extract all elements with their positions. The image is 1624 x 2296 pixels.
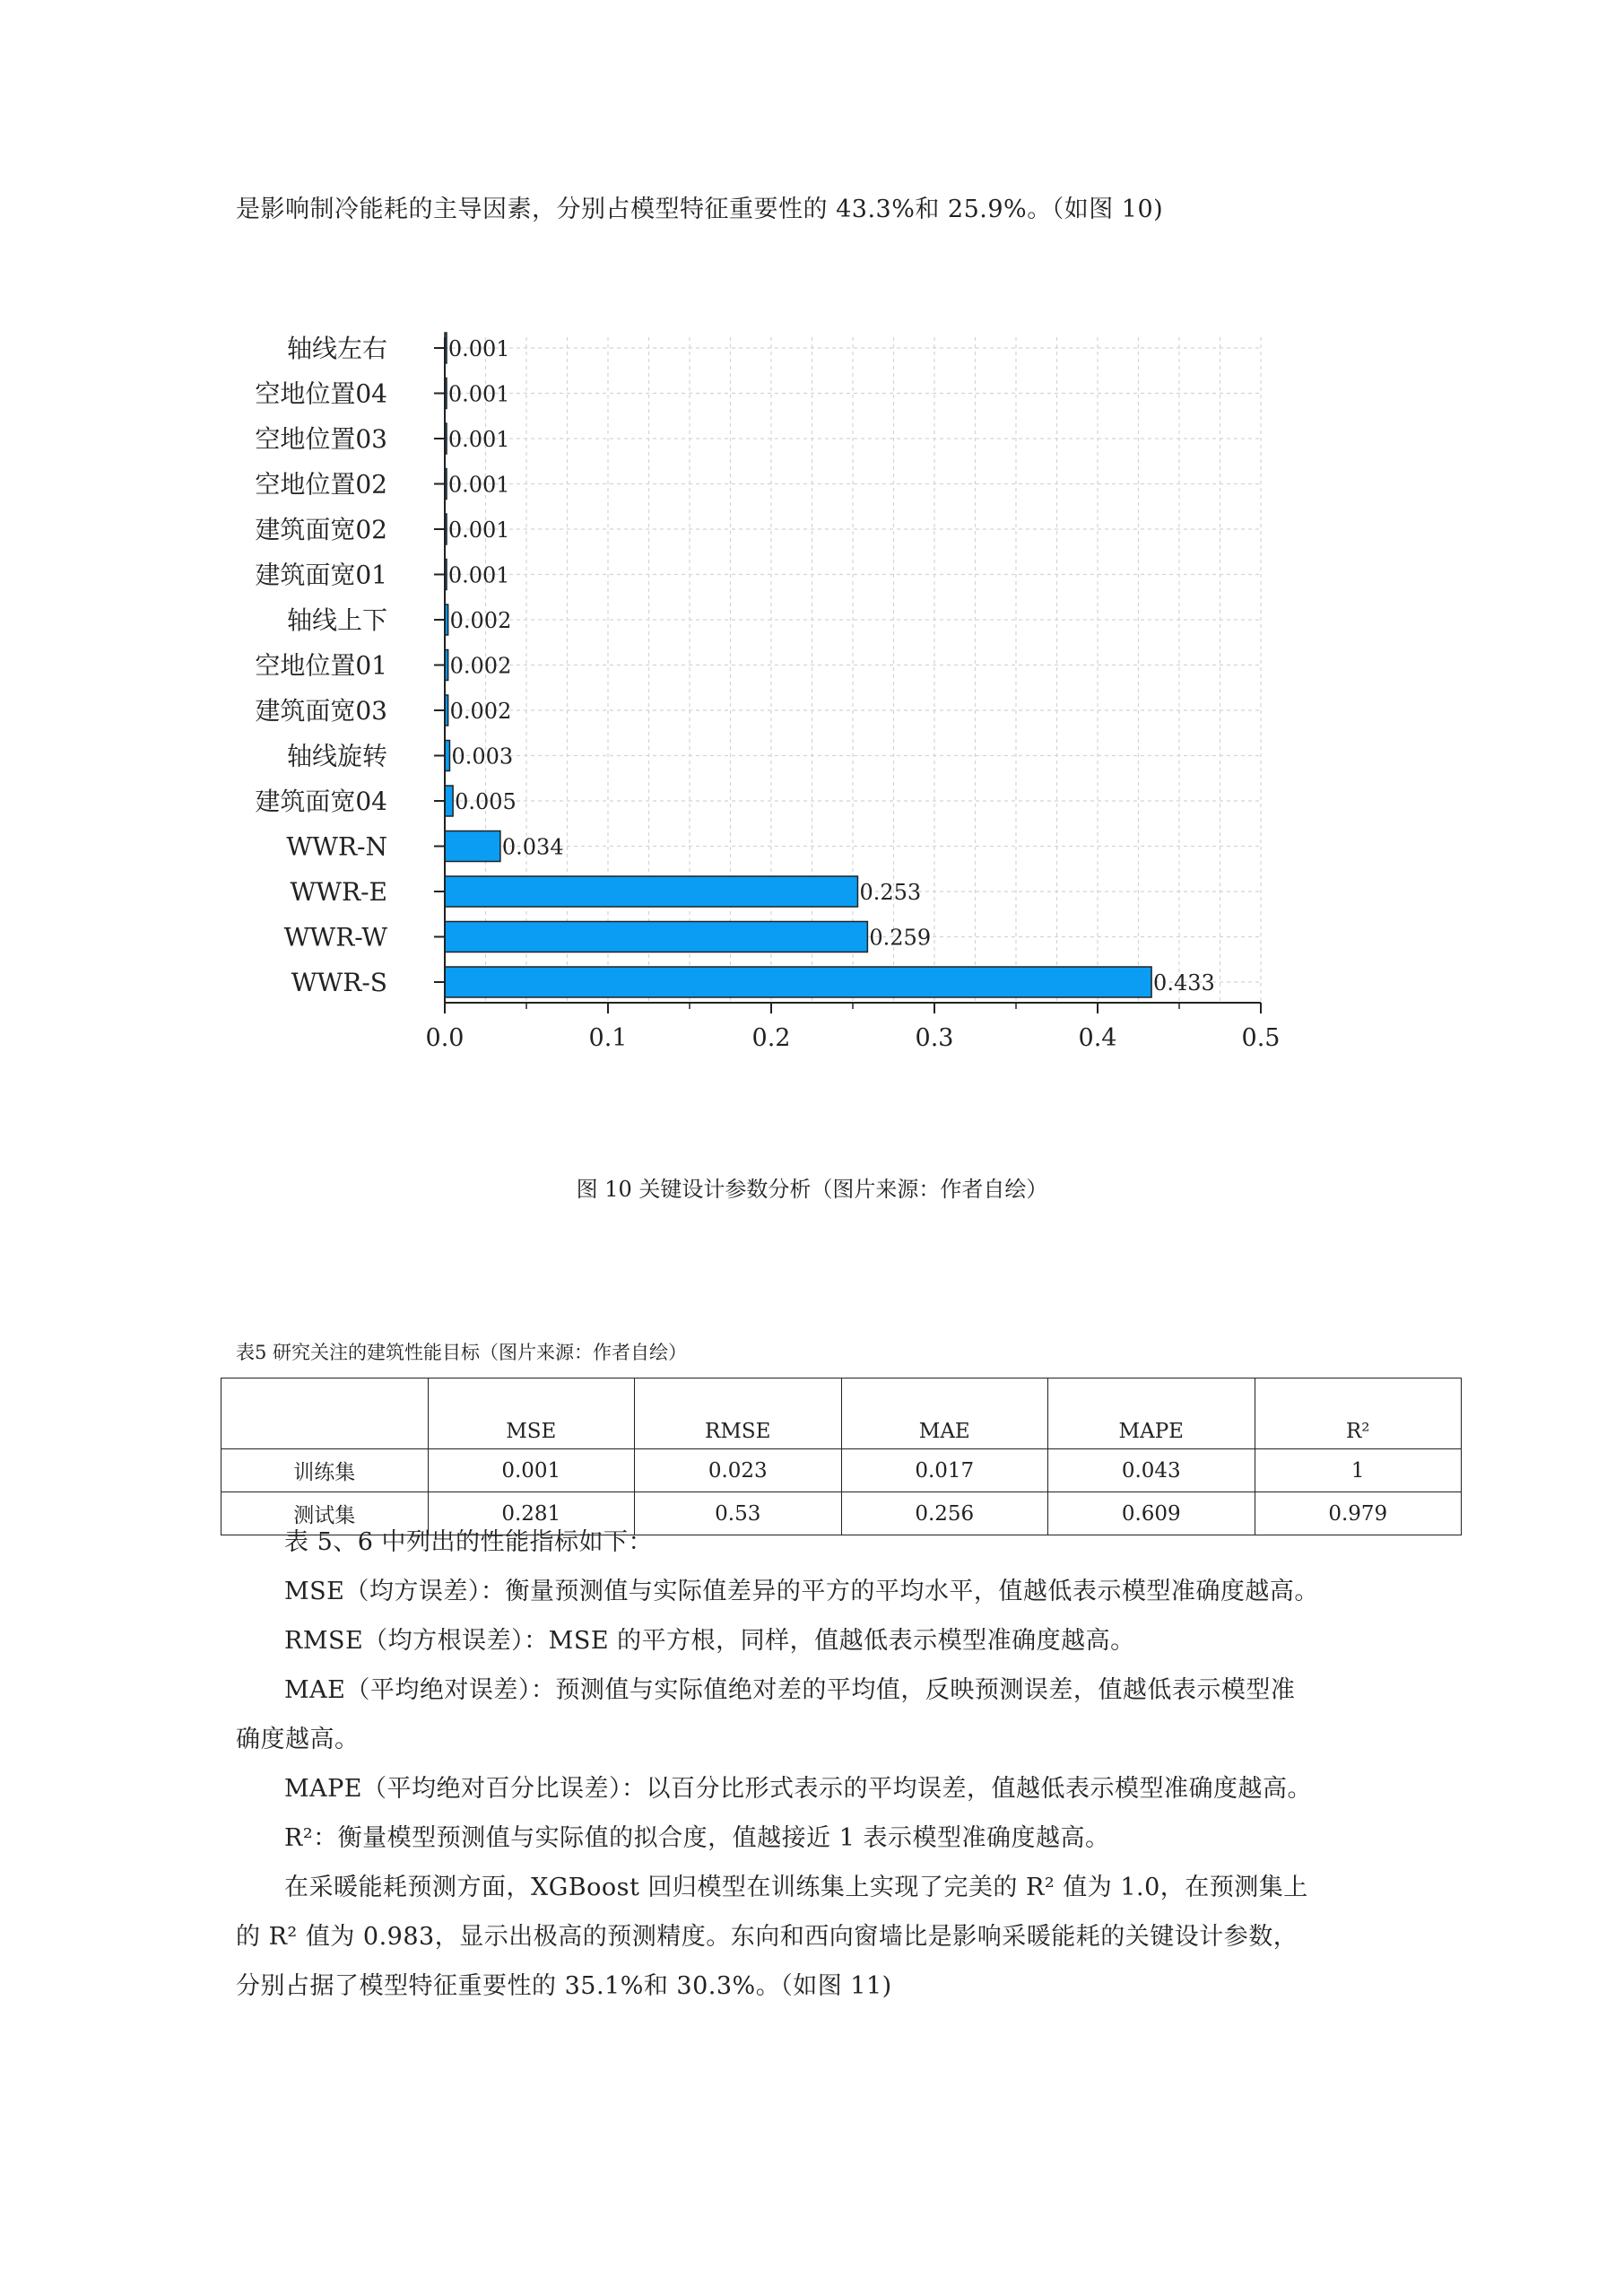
metrics-table bbox=[221, 1378, 1462, 1535]
paragraph-line: R²：衡量模型预测值与实际值的拟合度，值越接近 1 表示模型准确度越高。 bbox=[284, 1824, 1110, 1852]
header-cell bbox=[221, 1378, 429, 1449]
table-cell: 0.023 bbox=[635, 1449, 842, 1492]
y-tick-label: WWR-S bbox=[291, 968, 387, 997]
y-tick-label: 空地位置01 bbox=[255, 650, 387, 681]
data-label: 0.259 bbox=[869, 925, 932, 951]
data-label: 0.001 bbox=[447, 336, 510, 361]
table-cell: 0.281 bbox=[428, 1492, 635, 1535]
paragraph-line: RMSE（均方根误差）：MSE 的平方根，同样，值越低表示模型准确度越高。 bbox=[284, 1627, 1135, 1655]
data-label: 0.002 bbox=[449, 699, 512, 724]
chart-bar bbox=[445, 922, 867, 952]
y-tick-label: 空地位置02 bbox=[255, 469, 387, 500]
header-cell: RMSE bbox=[635, 1378, 842, 1449]
x-tick-label: 0.1 bbox=[588, 1024, 628, 1052]
header-cell: R² bbox=[1255, 1378, 1462, 1449]
header-cell: MAPE bbox=[1048, 1378, 1255, 1449]
table-cell: 0.256 bbox=[841, 1492, 1048, 1535]
data-label: 0.001 bbox=[447, 427, 510, 452]
paragraph-line: 表 5、6 中列出的性能指标如下： bbox=[284, 1528, 654, 1556]
paragraph-line: 分别占据了模型特征重要性的 35.1%和 30.3%。（如图 11) bbox=[236, 1972, 892, 2000]
y-tick-label: 轴线上下 bbox=[286, 605, 387, 635]
y-tick-label: 建筑面宽04 bbox=[255, 787, 387, 816]
y-tick-label: 建筑面宽02 bbox=[255, 515, 387, 544]
intro-paragraph: 是影响制冷能耗的主导因素，分别占模型特征重要性的 43.3%和 25.9%。（如图 10) bbox=[236, 196, 1164, 223]
table-cell: 0.017 bbox=[841, 1449, 1048, 1492]
header-cell: MSE bbox=[428, 1378, 635, 1449]
chart-bar bbox=[445, 786, 453, 816]
y-tick-label: 建筑面宽01 bbox=[255, 560, 387, 590]
y-tick-label: WWR-N bbox=[286, 831, 387, 862]
y-tick-label: 建筑面宽03 bbox=[255, 696, 387, 726]
chart-bar bbox=[445, 967, 1151, 997]
table-cell: 0.043 bbox=[1048, 1449, 1255, 1492]
paragraph-line: MSE（均方误差）：衡量预测值与实际值差异的平方的平均水平，值越低表示模型准确度越高。 bbox=[284, 1578, 1319, 1605]
header-cell: MAE bbox=[841, 1378, 1048, 1449]
table-row bbox=[221, 1449, 1462, 1492]
paragraph-line: 的 R² 值为 0.983，显示出极高的预测精度。东向和西向窗墙比是影响采暖能耗的关键设计参数， bbox=[236, 1923, 1298, 1951]
paragraph-line: 在采暖能耗预测方面，XGBoost 回归模型在训练集上实现了完美的 R² 值为 1.0，在预测集上 bbox=[284, 1874, 1308, 1901]
y-tick-label: 轴线旋转 bbox=[286, 741, 387, 771]
table-title: 表5 研究关注的建筑性能目标（图片来源：作者自绘） bbox=[236, 1342, 688, 1363]
data-label: 0.001 bbox=[447, 517, 510, 543]
x-tick-label: 0.4 bbox=[1078, 1024, 1117, 1052]
y-tick-label: 轴线左右 bbox=[286, 334, 387, 363]
data-label: 0.001 bbox=[447, 562, 510, 588]
figure-caption: 图 10 关键设计参数分析（图片来源：作者自绘） bbox=[576, 1177, 1048, 1202]
paragraph-line: 确度越高。 bbox=[236, 1726, 360, 1753]
table-cell: 0.609 bbox=[1048, 1492, 1255, 1535]
feature-importance-chart bbox=[0, 0, 1624, 1112]
x-tick-label: 0.2 bbox=[751, 1024, 791, 1052]
y-tick-label: WWR-W bbox=[283, 922, 387, 952]
paragraph-line: MAE（平均绝对误差）：预测值与实际值绝对差的平均值，反映预测误差，值越低表示模型准 bbox=[284, 1676, 1296, 1704]
row-label-cell: 训练集 bbox=[221, 1449, 429, 1492]
data-label: 0.001 bbox=[447, 472, 510, 498]
paragraph-line: MAPE（平均绝对百分比误差）：以百分比形式表示的平均误差，值越低表示模型准确度越高。 bbox=[284, 1775, 1313, 1803]
data-label: 0.003 bbox=[451, 744, 514, 770]
table-cell: 0.979 bbox=[1255, 1492, 1462, 1535]
table-cell: 1 bbox=[1255, 1449, 1462, 1492]
x-tick-label: 0.3 bbox=[915, 1024, 954, 1052]
data-label: 0.253 bbox=[859, 880, 922, 905]
x-tick-label: 0.0 bbox=[425, 1024, 465, 1052]
table-cell: 0.53 bbox=[635, 1492, 842, 1535]
y-tick-label: WWR-E bbox=[290, 877, 387, 907]
row-label-cell: 测试集 bbox=[221, 1492, 429, 1535]
y-tick-label: 空地位置04 bbox=[255, 378, 387, 409]
chart-bar bbox=[445, 876, 857, 907]
y-tick-label: 空地位置03 bbox=[255, 424, 387, 454]
table-cell: 0.001 bbox=[428, 1449, 635, 1492]
table-header-row bbox=[221, 1378, 1462, 1449]
data-label: 0.001 bbox=[447, 381, 510, 407]
data-label: 0.005 bbox=[455, 789, 517, 814]
x-tick-label: 0.5 bbox=[1241, 1024, 1281, 1052]
data-label: 0.433 bbox=[1153, 970, 1215, 996]
data-label: 0.002 bbox=[449, 608, 512, 633]
data-label: 0.034 bbox=[501, 834, 564, 860]
chart-bar bbox=[445, 831, 500, 862]
data-label: 0.002 bbox=[449, 653, 512, 679]
